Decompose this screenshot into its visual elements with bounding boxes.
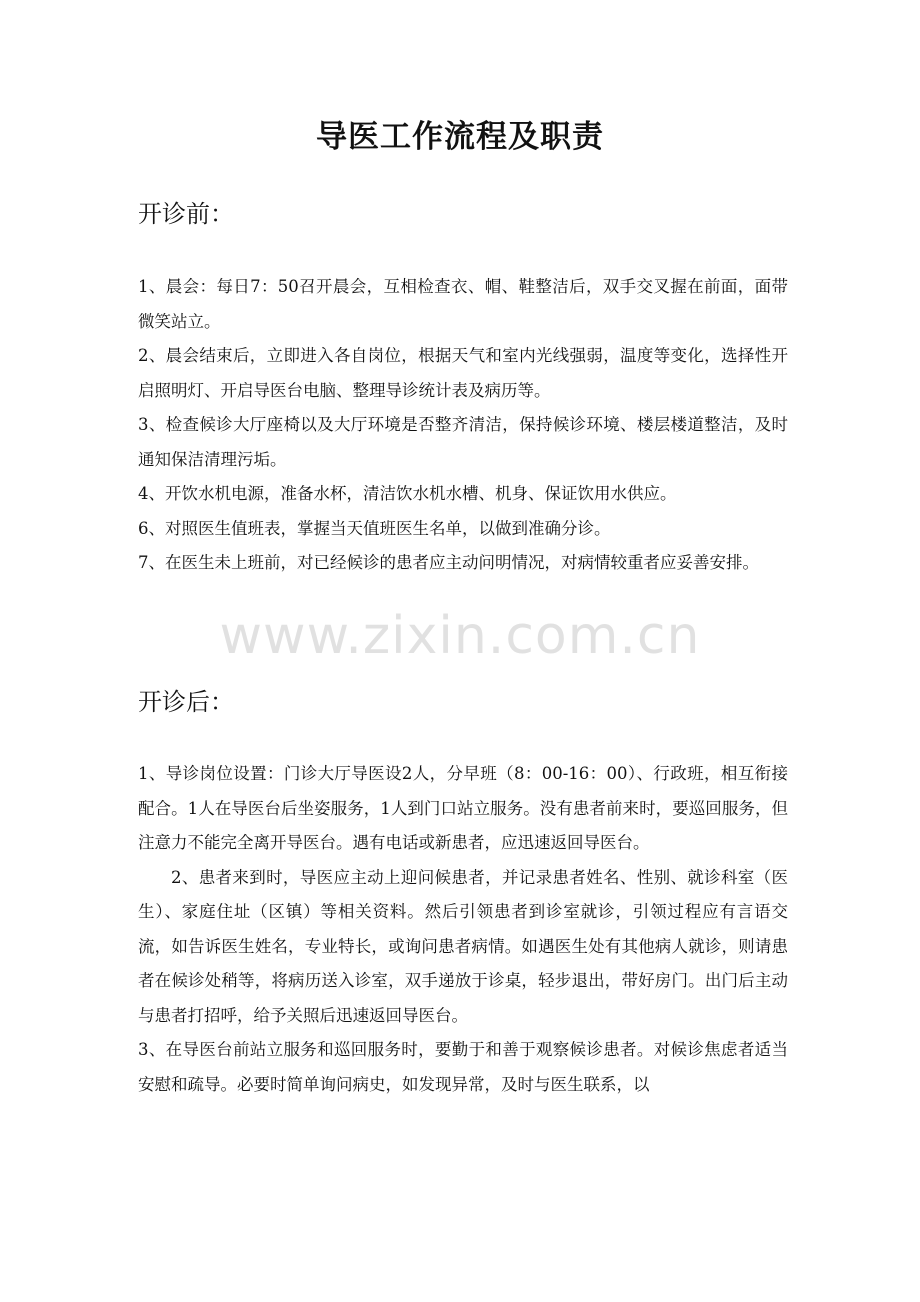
- section-heading-after-opening: 开诊后：: [138, 688, 234, 716]
- paragraph: 1、导诊岗位设置：门诊大厅导医设2人，分早班（8：00-16：00）、行政班，相互衔接配合。1人在导医台后坐姿服务，1人到门口站立服务。没有患者前来时，要巡回服务，但注意力不能完全离开导医台。遇有电话或新患者，应迅速返回导医台。: [138, 764, 788, 852]
- paragraph: 4、开饮水机电源，准备水杯，清洁饮水机水槽、机身、保证饮用水供应。: [138, 484, 677, 503]
- paragraph: 3、检查候诊大厅座椅以及大厅环境是否整齐清洁，保持候诊环境、楼层楼道整洁，及时通知保洁清理污垢。: [138, 415, 788, 469]
- section-body-before-opening: [138, 270, 788, 581]
- paragraph: 2、晨会结束后，立即进入各自岗位，根据天气和室内光线强弱，温度等变化，选择性开启照明灯、开启导医台电脑、整理导诊统计表及病历等。: [138, 346, 788, 400]
- paragraph: 3、在导医台前站立服务和巡回服务时，要勤于和善于观察候诊患者。对候诊焦虑者适当安慰和疏导。必要时简单询问病史，如发现异常，及时与医生联系，以: [138, 1040, 788, 1094]
- section-heading-before-opening: 开诊前：: [138, 200, 234, 228]
- watermark: www.zixin.com.cn: [219, 606, 701, 666]
- paragraph: 7、在医生未上班前，对已经候诊的患者应主动问明情况，对病情较重者应妥善安排。: [138, 553, 759, 572]
- paragraph: 2、患者来到时，导医应主动上迎问候患者，并记录患者姓名、性别、就诊科室（医生）、家庭住址（区镇）等相关资料。然后引领患者到诊室就诊，引领过程应有言语交流，如告诉医生姓名，专业特长，或询问患者病情。如遇医生处有其他病人就诊，则请患者在候诊处稍等，将病历送入诊室，双手递放于诊桌，轻步退出，带好房门。出门后主动与患者打招呼，给予关照后迅速返回导医台。: [138, 867, 788, 1025]
- document-title: 导医工作流程及职责: [316, 119, 604, 155]
- paragraph: 1、晨会：每日7：50召开晨会，互相检查衣、帽、鞋整洁后，双手交叉握在前面，面带微笑站立。: [138, 277, 788, 331]
- paragraph: 6、对照医生值班表，掌握当天值班医生名单，以做到准确分诊。: [138, 518, 611, 538]
- section-body-after-opening: [138, 757, 788, 1102]
